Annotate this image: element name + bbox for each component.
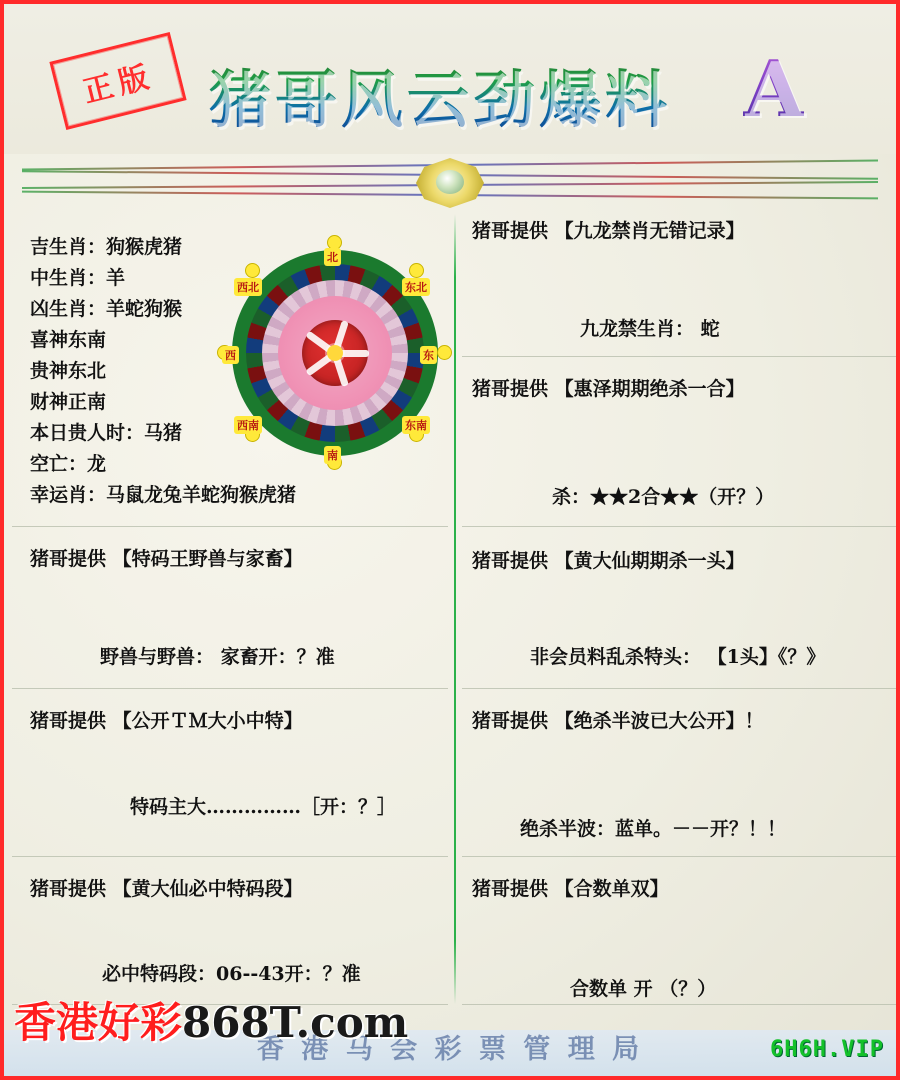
row-separator (462, 688, 898, 689)
almanac-item: 贵神东北 (30, 360, 107, 382)
section-value-huize-kill: 杀：★★2合★★（开？） (552, 486, 775, 508)
row-separator (462, 356, 898, 357)
footer-authority-text: 香 港 马 会 彩 票 管 理 局 (256, 1034, 644, 1065)
medal-center-icon (436, 170, 464, 194)
almanac-item: 吉生肖：狗猴虎猪 (30, 236, 183, 258)
compass-label-north: 北 (324, 248, 341, 266)
page-header (4, 4, 896, 154)
almanac-item: 空亡：龙 (30, 453, 107, 475)
section-value-huangdaxian-range: 必中特码段：06--43开：？准 (102, 963, 361, 985)
decorative-divider (4, 156, 896, 214)
compass-label-northwest: 西北 (234, 278, 262, 296)
row-separator (462, 1004, 898, 1005)
section-value-half-wave: 绝杀半波：蓝单。－－开？！！ (520, 818, 787, 840)
compass-label-east: 东 (420, 346, 437, 364)
row-separator (12, 688, 448, 689)
watermark-left-red: 香港好彩 (14, 998, 183, 1047)
almanac-item: 本日贵人时：马猪 (30, 422, 183, 444)
row-separator (12, 526, 448, 527)
section-value-jiulong-forbidden: 九龙禁生肖： 蛇 (580, 318, 720, 340)
row-separator (462, 526, 898, 527)
zhengban-stamp: 正版 (49, 32, 186, 130)
watermark-right: 6H6H.VIP (770, 1037, 884, 1062)
compass-label-west: 西 (222, 346, 239, 364)
section-label-kill-one-head: 猪哥提供 【黄大仙期期杀一头】 (472, 550, 745, 572)
almanac-item: 中生肖：羊 (30, 267, 126, 289)
wheel-dot-icon (410, 264, 423, 277)
row-separator (462, 856, 898, 857)
almanac-item: 凶生肖：羊蛇狗猴 (30, 298, 183, 320)
compass-label-south: 南 (324, 446, 341, 464)
section-value-sum-odd-even: 合数单 开 （？） (570, 978, 717, 1000)
almanac-item: 财神正南 (30, 391, 107, 413)
wheel-hub-icon (327, 345, 343, 361)
page-footer (4, 998, 896, 1076)
column-divider (454, 214, 456, 1004)
compass-label-northeast: 东北 (402, 278, 430, 296)
section-label-sum-odd-even: 猪哥提供 【合数单双】 (472, 878, 669, 900)
section-label-half-wave: 猪哥提供 【绝杀半波已大公开】！ (472, 710, 764, 732)
compass-label-southeast: 东南 (402, 416, 430, 434)
wheel-dot-icon (438, 346, 451, 359)
section-label-huize-kill: 猪哥提供 【惠泽期期绝杀一合】 (472, 378, 745, 400)
compass-label-southwest: 西南 (234, 416, 262, 434)
section-value-beast-vs-livestock: 野兽与野兽： 家畜开：？准 (100, 646, 335, 668)
section-label-jiulong-forbidden: 猪哥提供 【九龙禁肖无错记录】 (472, 220, 745, 242)
page-title: 猪哥风云劲爆料 (209, 50, 671, 139)
row-separator (12, 856, 448, 857)
watermark-left (14, 990, 408, 1050)
section-value-kill-one-head: 非会员料乱杀特头： 【1头】《？》 (530, 646, 826, 668)
almanac-item: 幸运肖：马鼠龙兔羊蛇狗猴虎猪 (30, 484, 297, 506)
section-label-tm-size: 猪哥提供 【公开ＴＭ大小中特】 (30, 710, 303, 732)
content-area (4, 214, 896, 1054)
almanac-list (30, 232, 296, 511)
section-label-huangdaxian-range: 猪哥提供 【黄大仙必中特码段】 (30, 878, 303, 900)
edition-letter: A (743, 44, 804, 135)
watermark-left-dark: 868T.com (182, 998, 409, 1047)
section-label-beast-vs-livestock: 猪哥提供 【特码王野兽与家畜】 (30, 548, 303, 570)
almanac-item: 喜神东南 (30, 329, 107, 351)
section-value-tm-size: 特码主大……………［开：？］ (130, 796, 397, 818)
